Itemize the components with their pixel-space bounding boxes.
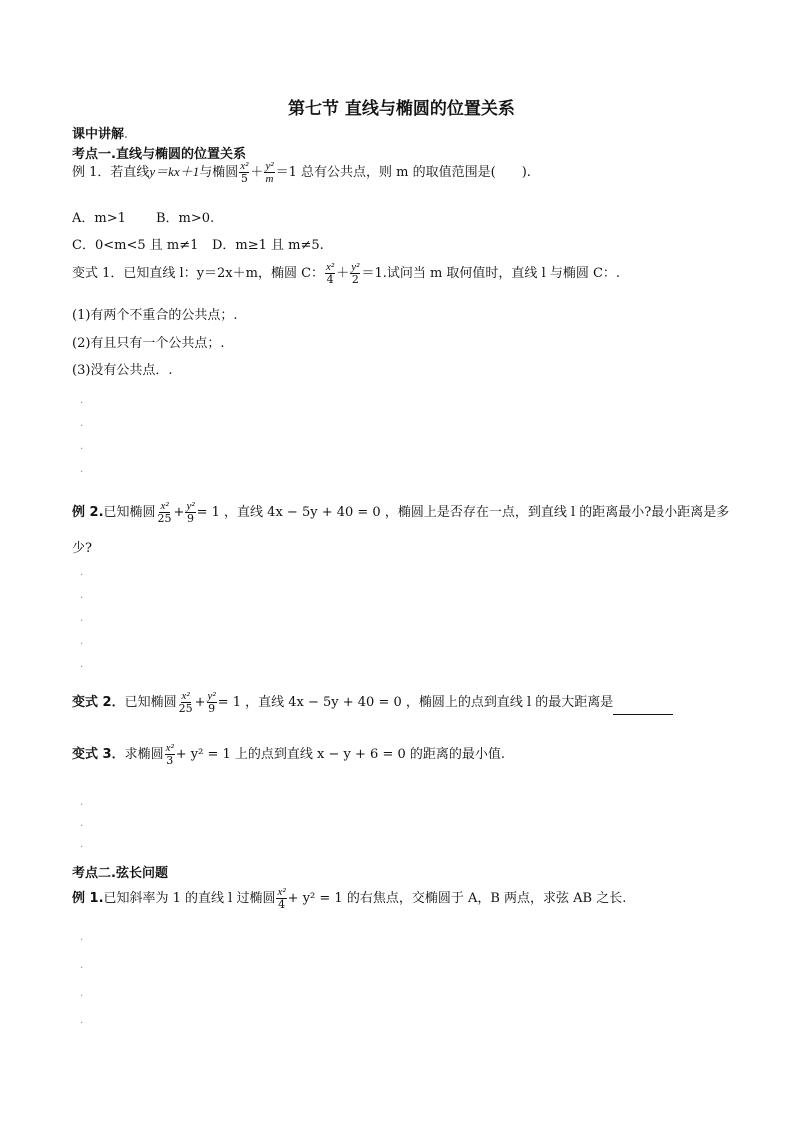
option-b: B．m>0.	[156, 211, 215, 226]
fraction: $\frac{\text{x²}}{5}$	[240, 160, 249, 185]
variation1-part2: (2)有且只有一个公共点；.	[72, 336, 225, 351]
blank-line-dot: .	[80, 464, 84, 475]
page-title: 第七节 直线与椭圆的位置关系	[288, 99, 515, 119]
blank-line-dot: .	[80, 839, 84, 850]
blank-line-dot: .	[80, 960, 84, 971]
fraction: $\frac{\text{y²}}{9}$	[207, 690, 216, 715]
option-c: C．0<m<5 且 m≠1	[72, 238, 199, 253]
example1-question: 例 1．若直线y＝kx＋1与椭圆 $\frac{\text{x²}}{5}$ ＋ $\frac{\text{y²}}{m}$ ＝1 总有公共点，则 m 的取值范围是( ).	[72, 160, 531, 185]
fraction: $\frac{\text{x²}}{25}$	[157, 500, 172, 525]
option-a: A．m>1	[72, 211, 126, 226]
fraction: $\frac{\text{y²}}{m}$	[265, 160, 274, 185]
answer-blank[interactable]	[613, 713, 673, 715]
blank-line-dot: .	[80, 636, 84, 647]
example2-continued: 少?	[72, 541, 92, 556]
blank-line-dot: .	[80, 932, 84, 943]
variation1-question: 变式 1．已知直线 l：y＝2x＋m，椭圆 C： $\frac{\text{x²}}{4}$ ＋ $\frac{\text{y²}}{2}$ ＝1.试问当 m 取何值时，直线 l 与椭圆 C：.	[72, 261, 621, 286]
blank-line-dot: .	[80, 818, 84, 829]
variation1-part1: (1)有两个不重合的公共点；.	[72, 308, 238, 323]
example2-question: 例 2.已知椭圆 $\frac{\text{x²}}{25}$ + $\frac{\text{y²}}{9}$ = 1 ，直线 4x − 5y + 40 = 0 ，椭圆上是否存在一点，到直线 l 的距离最小?最小距离是多	[72, 500, 730, 525]
blank-line-dot: .	[80, 441, 84, 452]
fraction: $\frac{\text{y²}}{2}$	[351, 261, 360, 286]
blank-line-dot: .	[80, 659, 84, 670]
blank-line-dot: .	[80, 988, 84, 999]
variation2-question: 变式 2．已知椭圆 $\frac{\text{x²}}{25}$ + $\frac{\text{y²}}{9}$ = 1 ，直线 4x − 5y + 40 = 0 ，椭圆上的点到直线 l 的最大距离是	[72, 690, 673, 715]
blank-line-dot: .	[80, 418, 84, 429]
section-heading: 课中讲解.	[72, 127, 128, 142]
fraction: $\frac{\text{y²}}{9}$	[186, 500, 195, 525]
blank-line-dot: .	[80, 1015, 84, 1026]
fraction: $\frac{\text{x²}}{25}$	[178, 690, 193, 715]
blank-line-dot: .	[80, 395, 84, 406]
option-d: D．m≥1 且 m≠5.	[212, 238, 324, 253]
variation3-question: 变式 3．求椭圆 $\frac{\text{x²}}{3}$ + y² = 1 上的点到直线 x − y + 6 = 0 的距离的最小值.	[72, 742, 506, 767]
blank-line-dot: .	[80, 567, 84, 578]
blank-line-dot: .	[80, 590, 84, 601]
example3-question: 例 1.已知斜率为 1 的直线 l 过椭圆 $\frac{\text{x²}}{4}$ + y² = 1 的右焦点，交椭圆于 A，B 两点，求弦 AB 之长.	[72, 886, 627, 911]
variation1-part3: (3)没有公共点．.	[72, 363, 173, 378]
fraction: $\frac{\text{x²}}{4}$	[277, 886, 286, 911]
kaodian2-heading: 考点二.弦长问题	[72, 866, 168, 881]
kaodian1-heading: 考点一.直线与椭圆的位置关系	[72, 147, 246, 162]
blank-line-dot: .	[80, 613, 84, 624]
blank-line-dot: .	[80, 797, 84, 808]
fraction: $\frac{\text{x²}}{3}$	[165, 742, 174, 767]
fraction: $\frac{\text{x²}}{4}$	[326, 261, 335, 286]
